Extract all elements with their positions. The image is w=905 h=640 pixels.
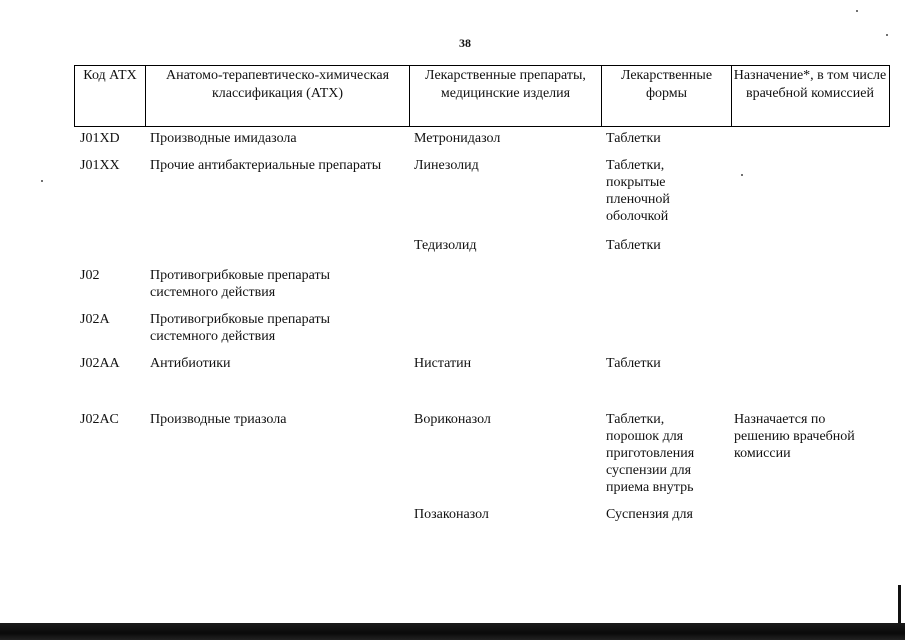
header-dosage-forms: Лекарственные формы [601,66,731,126]
header-prescription: Назначение*, в том числе врачебной комиссией [731,66,888,126]
cell-code: J02AC [80,412,119,427]
header-drugs: Лекарственные препараты, медицинские изделия [409,66,601,126]
scan-speck [886,34,888,36]
header-atc-code: Код АТХ [83,68,137,83]
cell-code: J01XX [80,158,120,173]
cell-form: Таблетки, покрытые пленочной оболочкой [606,158,670,224]
cell-note [730,355,887,411]
table-row [74,130,890,157]
cell-drug: Метронидазол [414,131,501,146]
table-row [74,355,890,411]
cell-drug: Позаконазол [414,507,489,522]
cell-form: Таблетки [606,131,661,146]
header-atc-classification: Анатомо-терапевтическо-химическая классификация (АТХ) [145,66,409,126]
cell-form: Таблетки [606,238,661,253]
table-row [74,267,890,311]
cell-note [730,506,887,526]
cell-drug: Линезолид [414,158,479,173]
table-row [74,311,890,355]
cell-code: J02A [80,312,110,327]
cell-drug: Тедизолид [414,238,477,253]
table-row [74,157,890,237]
cell-atc [144,506,408,526]
page-number: 38 [459,36,471,50]
cell-note [730,267,887,311]
cell-code [74,237,144,267]
cell-note [730,311,887,355]
table-row [74,237,890,267]
cell-form: Суспензия для [606,507,693,522]
cell-code: J01XD [80,131,120,146]
cell-code [74,506,144,526]
cell-note: Назначается по решению врачебной комиссии [734,412,855,461]
cell-atc: Прочие антибактериальные препараты [150,158,382,173]
table-header [74,65,890,127]
cell-atc [144,237,408,267]
cell-note [730,157,887,237]
cell-form [600,267,730,311]
cell-form [600,311,730,355]
cell-drug: Вориконазол [414,412,491,427]
cell-drug [408,267,600,311]
cell-form: Таблетки, порошок для приготовления суспензии для приема внутрь [606,412,695,495]
cell-note [730,237,887,267]
scan-speck [41,180,43,182]
scan-speck [741,174,743,176]
cell-atc: Антибиотики [150,356,231,371]
scan-speck [856,10,858,12]
cell-form: Таблетки [606,356,661,371]
cell-drug [408,311,600,355]
cell-drug: Нистатин [414,356,472,371]
scan-bottom-border [0,623,905,640]
medication-table [74,65,890,526]
cell-atc: Производные триазола [150,412,287,427]
cell-note [730,130,887,157]
cell-atc: Противогрибковые препараты системного действия [150,268,331,300]
cell-atc: Противогрибковые препараты системного действия [150,312,331,344]
table-row [74,411,890,506]
cell-atc: Производные имидазола [150,131,297,146]
cell-code: J02AA [80,356,120,371]
table-row [74,506,890,526]
cell-code: J02 [80,268,100,283]
scan-edge-mark [898,585,901,625]
